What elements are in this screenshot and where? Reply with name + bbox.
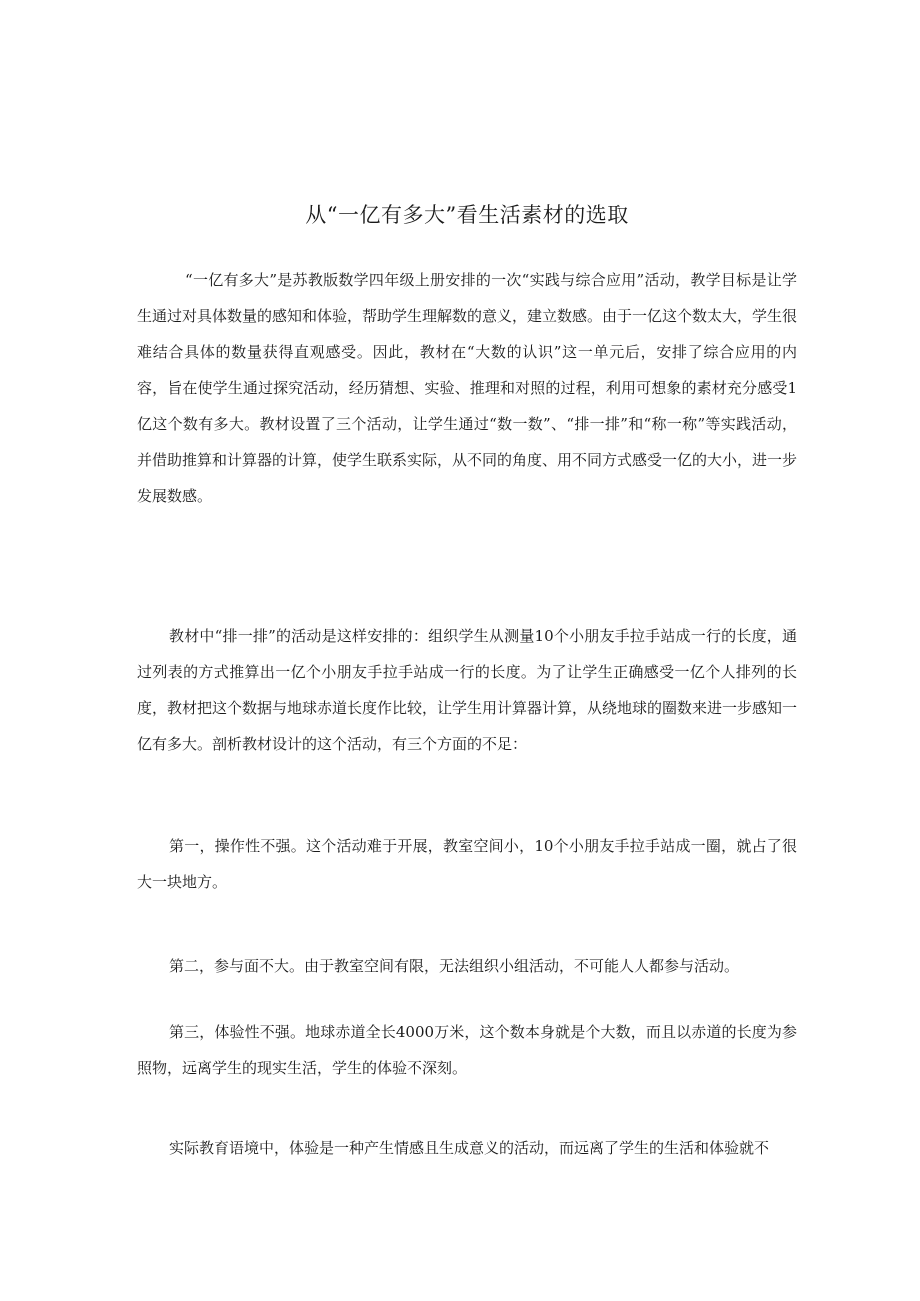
document-title: 从“一亿有多大”看生活素材的选取	[305, 203, 629, 227]
paragraph-intro: “一亿有多大”是苏教版数学四年级上册安排的一次“实践与综合应用”活动，教学目标是让学生通过对具体数量的感知和体验，帮助学生理解数的意义，建立数感。由于一亿这个数太大，学生很难结合具体的数量获得直观感受。因此，教材在“大数的认识”这一单元后，安排了综合应用的内容，旨在使学生通过探究活动，经历猜想、实验、推理和对照的过程，利用可想象的素材充分感受1亿这个数有多大。教材设置了三个活动，让学生通过“数一数”、“排一排”和“称一称”等实践活动，并借助推算和计算器的计算，使学生联系实际，从不同的角度、用不同方式感受一亿的大小，进一步发展数感。	[137, 271, 798, 505]
paragraph-activity-arrangement: 教材中“排一排”的活动是这样安排的：组织学生从测量10个小朋友手拉手站成一行的长度，通过列表的方式推算出一亿个小朋友手拉手站成一行的长度。为了让学生正确感受一亿个人排列的长度，教材把这个数据与地球赤道长度作比较，让学生用计算器计算，从绕地球的圈数来进一步感知一亿有多大。剖析教材设计的这个活动，有三个方面的不足：	[137, 627, 798, 753]
paragraph-conclusion: 实际教育语境中，体验是一种产生情感且生成意义的活动，而远离了学生的生活和体验就不	[169, 1139, 770, 1157]
paragraph-point-two: 第二，参与面不大。由于教室空间有限，无法组织小组活动，不可能人人都参与活动。	[169, 957, 740, 975]
paragraph-point-three: 第三，体验性不强。地球赤道全长4000万米，这个数本身就是个大数，而且以赤道的长度为参照物，远离学生的现实生活，学生的体验不深刻。	[137, 1023, 797, 1077]
paragraph-point-one: 第一，操作性不强。这个活动难于开展，教室空间小，10个小朋友手拉手站成一圈，就占了很大一块地方。	[137, 837, 797, 891]
document-page	[137, 0, 797, 1301]
